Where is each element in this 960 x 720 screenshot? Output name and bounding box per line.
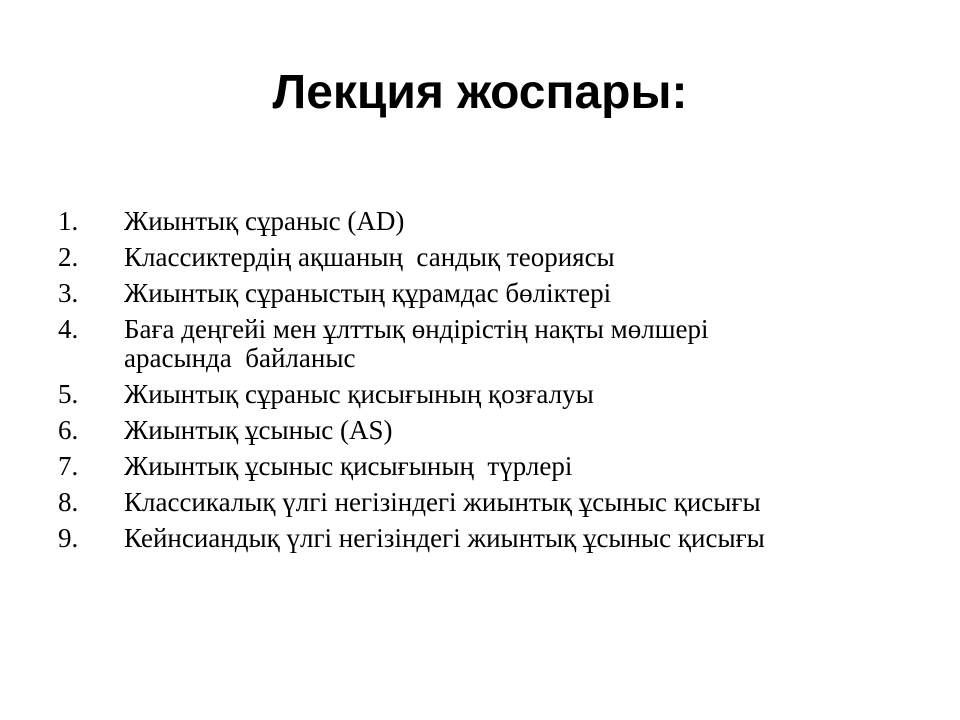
list-item-number: 1.: [58, 206, 79, 236]
list-item: [58, 243, 938, 272]
list-item: [58, 207, 938, 236]
list-item: [58, 279, 938, 308]
list-item-number: 3.: [58, 278, 79, 308]
list-item-text: Жиынтық сұраныс (AD): [124, 206, 405, 236]
list-item-text: Классиктердің ақшаның сандық теориясы: [124, 242, 615, 272]
list-item-text: Баға деңгейі мен ұлттық өндірістің нақты мөлшері арасында байланыс: [124, 314, 709, 373]
list-item-text: Жиынтық сұраныс қисығының қозғалуы: [124, 379, 594, 409]
slide-title: Лекция жоспары:: [272, 66, 688, 119]
list-item-number: 7.: [58, 451, 79, 481]
list-item-text: Кейнсиандық үлгі негізіндегі жиынтық ұсыныс қисығы: [124, 523, 765, 553]
list-item: [58, 416, 938, 445]
list-item-number: 4.: [58, 314, 79, 344]
list-item: [58, 315, 938, 373]
list-item-text: Жиынтық ұсыныс қисығының түрлері: [124, 451, 573, 481]
list-item-number: 5.: [58, 379, 79, 409]
list-item-text: Классикалық үлгі негізіндегі жиынтық ұсыныс қисығы: [124, 487, 761, 517]
list-item: [58, 524, 938, 553]
list-item-number: 8.: [58, 487, 79, 517]
list-item-number: 9.: [58, 523, 79, 553]
list-item-number: 6.: [58, 415, 79, 445]
list-item-text: Жиынтық ұсыныс (AS): [124, 415, 393, 445]
list-item: [58, 488, 938, 517]
list-item: [58, 380, 938, 409]
list-item: [58, 452, 938, 481]
lecture-plan-list: [58, 207, 938, 560]
list-item-text: Жиынтық сұраныстың құрамдас бөліктері: [124, 278, 612, 308]
list-item-number: 2.: [58, 242, 79, 272]
